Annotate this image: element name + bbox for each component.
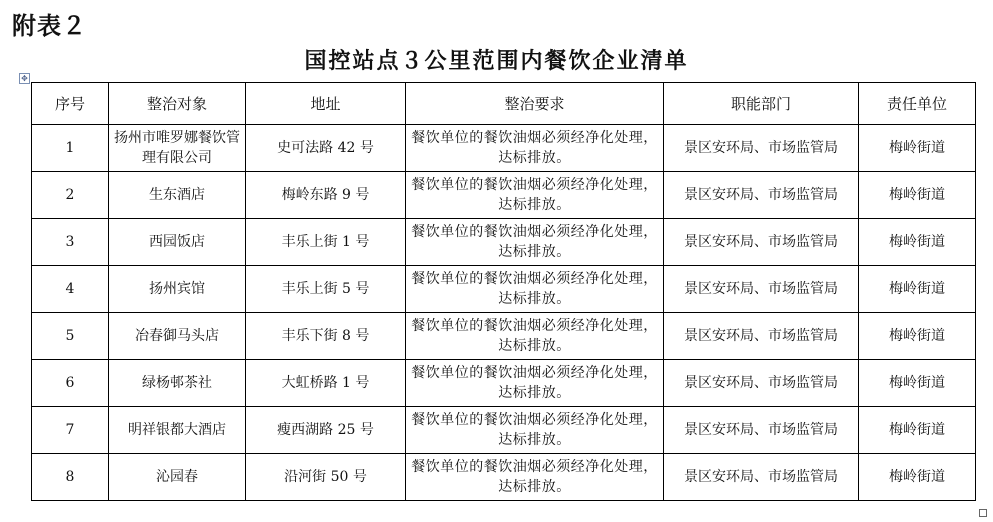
column-header-address: 地址 — [246, 83, 406, 125]
table-row — [32, 266, 976, 313]
cell-unit: 梅岭街道 — [859, 219, 976, 266]
enterprise-list-table — [31, 82, 976, 501]
cell-target: 扬州宾馆 — [109, 266, 246, 313]
cell-target: 明祥银都大酒店 — [109, 407, 246, 454]
cell-requirement: 餐饮单位的餐饮油烟必须经净化处理，达标排放。 — [406, 125, 664, 172]
cell-no: 1 — [32, 125, 109, 172]
cell-requirement: 餐饮单位的餐饮油烟必须经净化处理，达标排放。 — [406, 266, 664, 313]
cell-department: 景区安环局、市场监管局 — [664, 172, 859, 219]
table-header-row — [32, 83, 976, 125]
cell-department: 景区安环局、市场监管局 — [664, 266, 859, 313]
cell-address: 梅岭东路 9 号 — [246, 172, 406, 219]
table-row — [32, 125, 976, 172]
cell-unit: 梅岭街道 — [859, 125, 976, 172]
cell-target: 生东酒店 — [109, 172, 246, 219]
cell-no: 4 — [32, 266, 109, 313]
table-resize-handle[interactable] — [979, 509, 987, 517]
cell-address: 大虹桥路 1 号 — [246, 360, 406, 407]
cell-no: 8 — [32, 454, 109, 501]
cell-target: 冶春御马头店 — [109, 313, 246, 360]
cell-unit: 梅岭街道 — [859, 407, 976, 454]
cell-unit: 梅岭街道 — [859, 454, 976, 501]
cell-requirement: 餐饮单位的餐饮油烟必须经净化处理，达标排放。 — [406, 407, 664, 454]
table-row — [32, 219, 976, 266]
cell-address: 丰乐上街 1 号 — [246, 219, 406, 266]
cell-target: 沁园春 — [109, 454, 246, 501]
cell-address: 史可法路 42 号 — [246, 125, 406, 172]
table-row — [32, 407, 976, 454]
column-header-no: 序号 — [32, 83, 109, 125]
document-title: 国控站点３公里范围内餐饮企业清单 — [304, 48, 689, 74]
column-header-unit: 责任单位 — [859, 83, 976, 125]
cell-department: 景区安环局、市场监管局 — [664, 219, 859, 266]
cell-address: 丰乐上街 5 号 — [246, 266, 406, 313]
cell-department: 景区安环局、市场监管局 — [664, 313, 859, 360]
table-row — [32, 454, 976, 501]
cell-unit: 梅岭街道 — [859, 172, 976, 219]
cell-requirement: 餐饮单位的餐饮油烟必须经净化处理，达标排放。 — [406, 219, 664, 266]
cell-requirement: 餐饮单位的餐饮油烟必须经净化处理，达标排放。 — [406, 313, 664, 360]
cell-address: 丰乐下街 8 号 — [246, 313, 406, 360]
cell-unit: 梅岭街道 — [859, 313, 976, 360]
cell-target: 扬州市唯罗娜餐饮管理有限公司 — [109, 125, 246, 172]
cell-requirement: 餐饮单位的餐饮油烟必须经净化处理，达标排放。 — [406, 172, 664, 219]
cell-address: 瘦西湖路 25 号 — [246, 407, 406, 454]
table-row — [32, 313, 976, 360]
cell-no: 6 — [32, 360, 109, 407]
cell-department: 景区安环局、市场监管局 — [664, 125, 859, 172]
cell-address: 沿河街 50 号 — [246, 454, 406, 501]
table-row — [32, 172, 976, 219]
cell-requirement: 餐饮单位的餐饮油烟必须经净化处理，达标排放。 — [406, 454, 664, 501]
attachment-label: 附表２ — [12, 11, 87, 40]
column-header-department: 职能部门 — [664, 83, 859, 125]
cell-requirement: 餐饮单位的餐饮油烟必须经净化处理，达标排放。 — [406, 360, 664, 407]
cell-no: 2 — [32, 172, 109, 219]
cell-no: 5 — [32, 313, 109, 360]
cell-department: 景区安环局、市场监管局 — [664, 360, 859, 407]
table-row — [32, 360, 976, 407]
cell-department: 景区安环局、市场监管局 — [664, 407, 859, 454]
cell-no: 7 — [32, 407, 109, 454]
cell-department: 景区安环局、市场监管局 — [664, 454, 859, 501]
cell-target: 绿杨邨茶社 — [109, 360, 246, 407]
column-header-requirement: 整治要求 — [406, 83, 664, 125]
cell-target: 西园饭店 — [109, 219, 246, 266]
column-header-target: 整治对象 — [109, 83, 246, 125]
table-move-handle-icon[interactable]: ✥ — [19, 73, 30, 84]
cell-unit: 梅岭街道 — [859, 266, 976, 313]
cell-no: 3 — [32, 219, 109, 266]
cell-unit: 梅岭街道 — [859, 360, 976, 407]
